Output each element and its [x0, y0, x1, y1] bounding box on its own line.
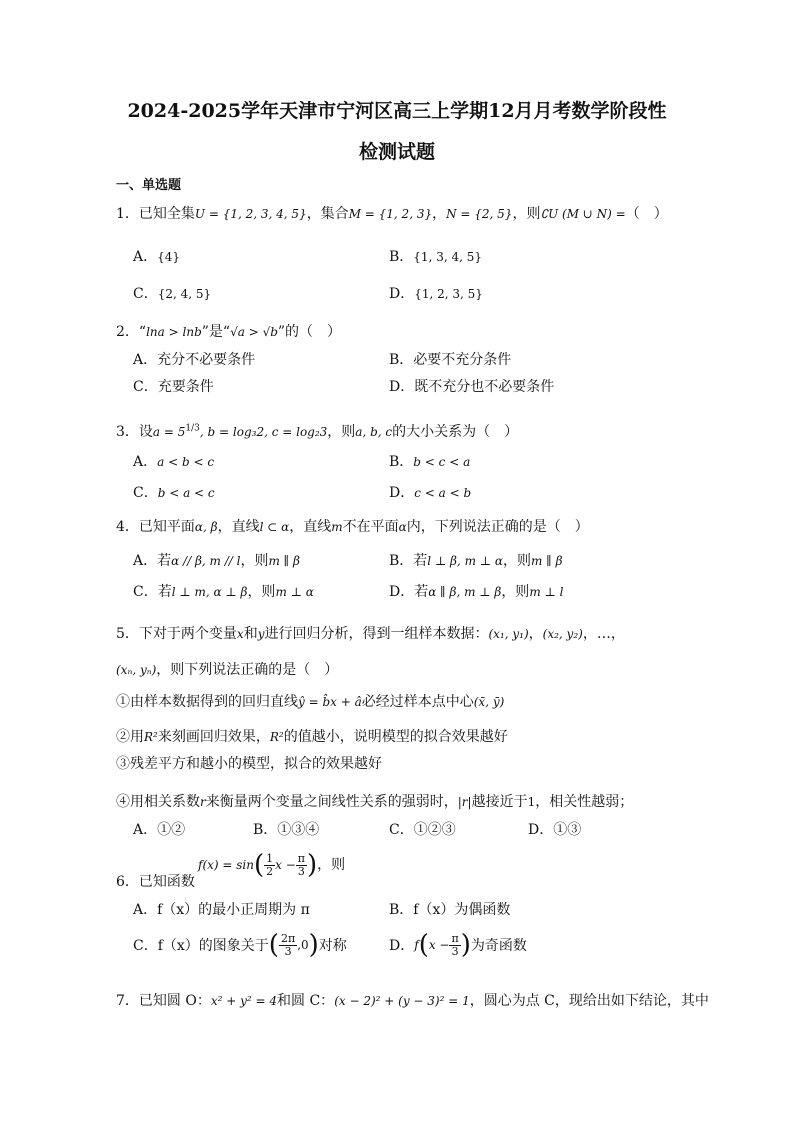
- option-math: x −: [428, 938, 450, 952]
- option-label: C．: [389, 822, 414, 838]
- q1-expression: ∁U (M ∪ N) =: [540, 207, 626, 221]
- option-math: f: [414, 938, 419, 952]
- option-result: m ∥ β: [531, 554, 563, 568]
- q1-text: ，则: [512, 206, 541, 222]
- q5-text: 5．下对于两个变量: [116, 626, 237, 642]
- q5-text: ，: [528, 626, 543, 642]
- denominator: 3: [451, 944, 459, 958]
- option-label: A．: [133, 454, 158, 470]
- q4-option-a: [133, 550, 300, 570]
- option-label: D．若: [389, 584, 429, 600]
- q4-line-m: m: [331, 520, 343, 534]
- option-text: ①②: [157, 822, 186, 838]
- option-math: {2, 4, 5}: [157, 287, 212, 301]
- option-label: D．: [389, 286, 415, 302]
- option-label: C．: [133, 379, 158, 395]
- option-label: D．: [389, 379, 415, 395]
- q5-point-2: (x₂, y₂): [542, 627, 583, 641]
- q6-text: ，则: [317, 857, 346, 873]
- question-7: [116, 990, 709, 1010]
- option-math: ,0: [297, 938, 309, 952]
- option-label: B．: [389, 352, 414, 368]
- option-label: C．: [133, 286, 158, 302]
- q4-line-l: l ⊂ α: [259, 520, 290, 534]
- q5-option-c: [389, 819, 456, 839]
- q5-text: 进行回归分析，得到一组样本数据：: [264, 626, 489, 642]
- q4-text: 不在平面: [342, 519, 399, 535]
- option-label: B．: [253, 822, 278, 838]
- option-math: α // β, m // l: [171, 554, 241, 568]
- q4-text: 4．已知平面: [116, 519, 195, 535]
- page-title-line2: 检测试题: [358, 141, 435, 163]
- fraction: [279, 933, 297, 958]
- q1-text: ，集合: [306, 206, 349, 222]
- option-math: b < a < c: [157, 486, 215, 500]
- option-text: ①②③: [413, 822, 456, 838]
- q3-option-c: [133, 482, 215, 502]
- q2-option-d: [389, 376, 554, 396]
- fraction: [449, 933, 460, 958]
- q1-option-a: [133, 246, 180, 266]
- q4-option-c: [133, 581, 314, 601]
- paren-open: (: [418, 930, 429, 960]
- q4-planes: α, β: [194, 520, 218, 534]
- statement-text: 必经过样本点中心: [361, 694, 474, 710]
- q2-option-a: [133, 349, 255, 369]
- option-text: ①③: [553, 822, 582, 838]
- q1-option-d: [389, 283, 483, 303]
- option-result: m ⊥ l: [529, 585, 564, 599]
- q1-set-n: N = {2, 5}: [446, 207, 513, 221]
- option-text: ，则: [247, 584, 276, 600]
- q6-x-minus: x −: [275, 858, 296, 872]
- option-text: 为奇函数: [470, 938, 527, 954]
- option-text: ，则: [240, 553, 269, 569]
- q6-option-b: B．f（x）为偶函数: [389, 902, 511, 918]
- q6-function-head: f(x) = sin: [198, 858, 254, 872]
- option-label: D．: [389, 485, 415, 501]
- option-math: {1, 2, 3, 5}: [414, 287, 483, 301]
- q5-statement-1: [116, 691, 504, 711]
- statement-math: (x̄, ȳ): [473, 695, 505, 709]
- question-2: [116, 321, 341, 341]
- option-label: B．: [389, 454, 414, 470]
- q5-text: ，则下列说法正确的是（ ）: [156, 662, 339, 678]
- q4-text: ，直线: [289, 519, 332, 535]
- paren-close: ): [460, 930, 471, 960]
- denominator: 3: [284, 944, 292, 958]
- q5-point-1: (x₁, y₁): [488, 627, 529, 641]
- statement-text: ③残差平方和越小的模型，拟合的效果越好: [116, 756, 382, 772]
- option-math: {4}: [157, 250, 181, 264]
- question-6: [116, 871, 195, 891]
- q2-option-c: [133, 376, 214, 396]
- q7-circle-o: x² + y² = 4: [210, 994, 278, 1008]
- q3-num: 3．设: [116, 424, 153, 440]
- q6-function: [198, 850, 345, 880]
- statement-text: ，相关性越弱；: [535, 794, 634, 810]
- statement-math: R²: [144, 730, 158, 744]
- option-label: B．若: [389, 553, 428, 569]
- question-3: [116, 421, 518, 441]
- q2-text: ”的（ ）: [277, 324, 342, 340]
- paren-close: ): [308, 930, 319, 960]
- question-1: [116, 203, 668, 223]
- q3-option-b: [389, 451, 470, 471]
- statement-math: |r|: [457, 795, 472, 809]
- q7-text: ，圆心为点 C，现给出如下结论，其中: [469, 993, 709, 1009]
- q1-stem: 1．已知全集: [116, 206, 195, 222]
- q7-circle-c: (x − 2)² + (y − 3)² = 1: [334, 994, 470, 1008]
- question-5-line2: [116, 659, 338, 679]
- q5-var-x: x: [236, 627, 244, 641]
- option-math: α ∥ β, m ⊥ β: [428, 585, 502, 599]
- q5-option-d: [528, 819, 581, 839]
- q2-condition-a: lna > lnb: [146, 325, 202, 339]
- q3-text: 的大小关系为（ ）: [392, 424, 519, 440]
- numerator: 1: [266, 851, 274, 865]
- q6-text: 6．已知函数: [116, 874, 195, 890]
- q5-statement-4: [116, 791, 633, 811]
- q3-option-a: [133, 451, 214, 471]
- q2-option-b: [389, 349, 511, 369]
- q4-option-d: [389, 581, 563, 601]
- question-5: [116, 623, 625, 643]
- statement-math: r: [200, 795, 206, 809]
- option-label: A．: [133, 352, 158, 368]
- q2-num: 2．: [116, 324, 139, 340]
- option-math: c < a < b: [414, 486, 472, 500]
- option-text: 既不充分也不必要条件: [414, 379, 555, 395]
- option-label: C．若: [133, 584, 172, 600]
- q5-var-y: y: [257, 627, 265, 641]
- q1-option-c: [133, 283, 211, 303]
- option-label: C．: [133, 485, 158, 501]
- option-math: b < c < a: [413, 455, 471, 469]
- q1-set-m: M = {1, 2, 3}: [348, 207, 433, 221]
- denominator: 3: [297, 864, 305, 878]
- option-text: 对称: [318, 938, 347, 954]
- q5-point-n: (xₙ, yₙ): [116, 663, 157, 677]
- denominator: 2: [266, 864, 274, 878]
- q2-text: ”是“: [201, 324, 231, 340]
- statement-text: ①由样本数据得到的回归直线: [116, 694, 298, 710]
- statement-text: 来刻画回归效果，: [157, 729, 270, 745]
- question-4: [116, 516, 589, 536]
- q1-set-u: U = {1, 2, 3, 4, 5}: [194, 207, 307, 221]
- q5-statement-2: [116, 726, 508, 746]
- q5-option-b: [253, 819, 319, 839]
- statement-math: ŷ = b̂x + â: [298, 695, 362, 709]
- statement-text: 来衡量两个变量之间线性关系的强弱时，: [205, 794, 458, 810]
- q5-option-a: [133, 819, 185, 839]
- statement-text: ④用相关系数: [116, 794, 200, 810]
- statement-math: 1: [527, 795, 536, 809]
- q1-option-b: [389, 246, 482, 266]
- option-result: m ∥ β: [268, 554, 300, 568]
- option-label: B．: [389, 249, 414, 265]
- numerator: π: [451, 931, 459, 945]
- q1-sep: ，: [432, 206, 447, 222]
- option-text: ①③④: [277, 822, 320, 838]
- q6-option-c: [133, 930, 347, 960]
- page-title: 2024-2025学年天津市宁河区高三上学期12月月考数学阶段性: [127, 100, 667, 122]
- option-text: C．f（x）的图象关于: [133, 938, 269, 954]
- option-math: {1, 3, 4, 5}: [413, 250, 482, 264]
- q1-blank: （ ）: [625, 206, 668, 222]
- q4-plane-alpha: α: [398, 520, 407, 534]
- q3-a-base: a = 5: [152, 425, 186, 439]
- statement-text: 越接近于: [471, 794, 528, 810]
- q6-option-a: A．f（x）的最小正周期为 π: [133, 902, 310, 918]
- option-math: l ⊥ β, m ⊥ α: [427, 554, 504, 568]
- option-text: 充分不必要条件: [157, 352, 256, 368]
- paren-open: (: [268, 930, 279, 960]
- option-label: D．: [528, 822, 554, 838]
- option-text: 充要条件: [157, 379, 214, 395]
- statement-text: 的值越小，说明模型的拟合效果越好: [283, 729, 508, 745]
- q5-statement-3: [116, 753, 382, 773]
- option-label: D．: [389, 938, 415, 954]
- q3-definitions: , b = log₃2, c = log₂3: [199, 425, 328, 439]
- q3-text: ，则: [327, 424, 356, 440]
- option-text: ，则: [501, 584, 530, 600]
- q7-text: 和圆 C：: [277, 993, 335, 1009]
- q4-text: ，直线: [217, 519, 260, 535]
- section-heading: 一、单选题: [116, 178, 182, 193]
- option-math: l ⊥ m, α ⊥ β: [171, 585, 248, 599]
- option-label: A．: [133, 822, 158, 838]
- q3-option-d: [389, 482, 471, 502]
- fraction: [296, 853, 307, 878]
- option-text: ，则: [503, 553, 532, 569]
- q7-text: 7．已知圆 O：: [116, 993, 211, 1009]
- q5-text: 和: [243, 626, 258, 642]
- option-result: m ⊥ α: [275, 585, 314, 599]
- statement-math: R²: [269, 730, 284, 744]
- q3-a-exponent: 1/3: [185, 423, 200, 434]
- numerator: π: [297, 851, 306, 865]
- fraction: [264, 853, 275, 878]
- q4-text: 内，下列说法正确的是（ ）: [406, 519, 589, 535]
- statement-text: ②用: [116, 729, 144, 745]
- numerator: 2π: [280, 931, 296, 945]
- option-text: 必要不充分条件: [413, 352, 512, 368]
- paren-close: ): [307, 850, 318, 880]
- q6-option-d: [389, 930, 527, 960]
- q5-text: ，…，: [582, 626, 625, 642]
- q4-option-b: [389, 550, 563, 570]
- option-label: A．: [133, 249, 158, 265]
- option-label: A．若: [133, 553, 172, 569]
- q3-vars: a, b, c: [355, 425, 393, 439]
- paren-open: (: [253, 850, 265, 880]
- q2-condition-b: √a > √b: [230, 325, 278, 339]
- option-math: a < b < c: [157, 455, 215, 469]
- q2-quote: “: [138, 324, 147, 340]
